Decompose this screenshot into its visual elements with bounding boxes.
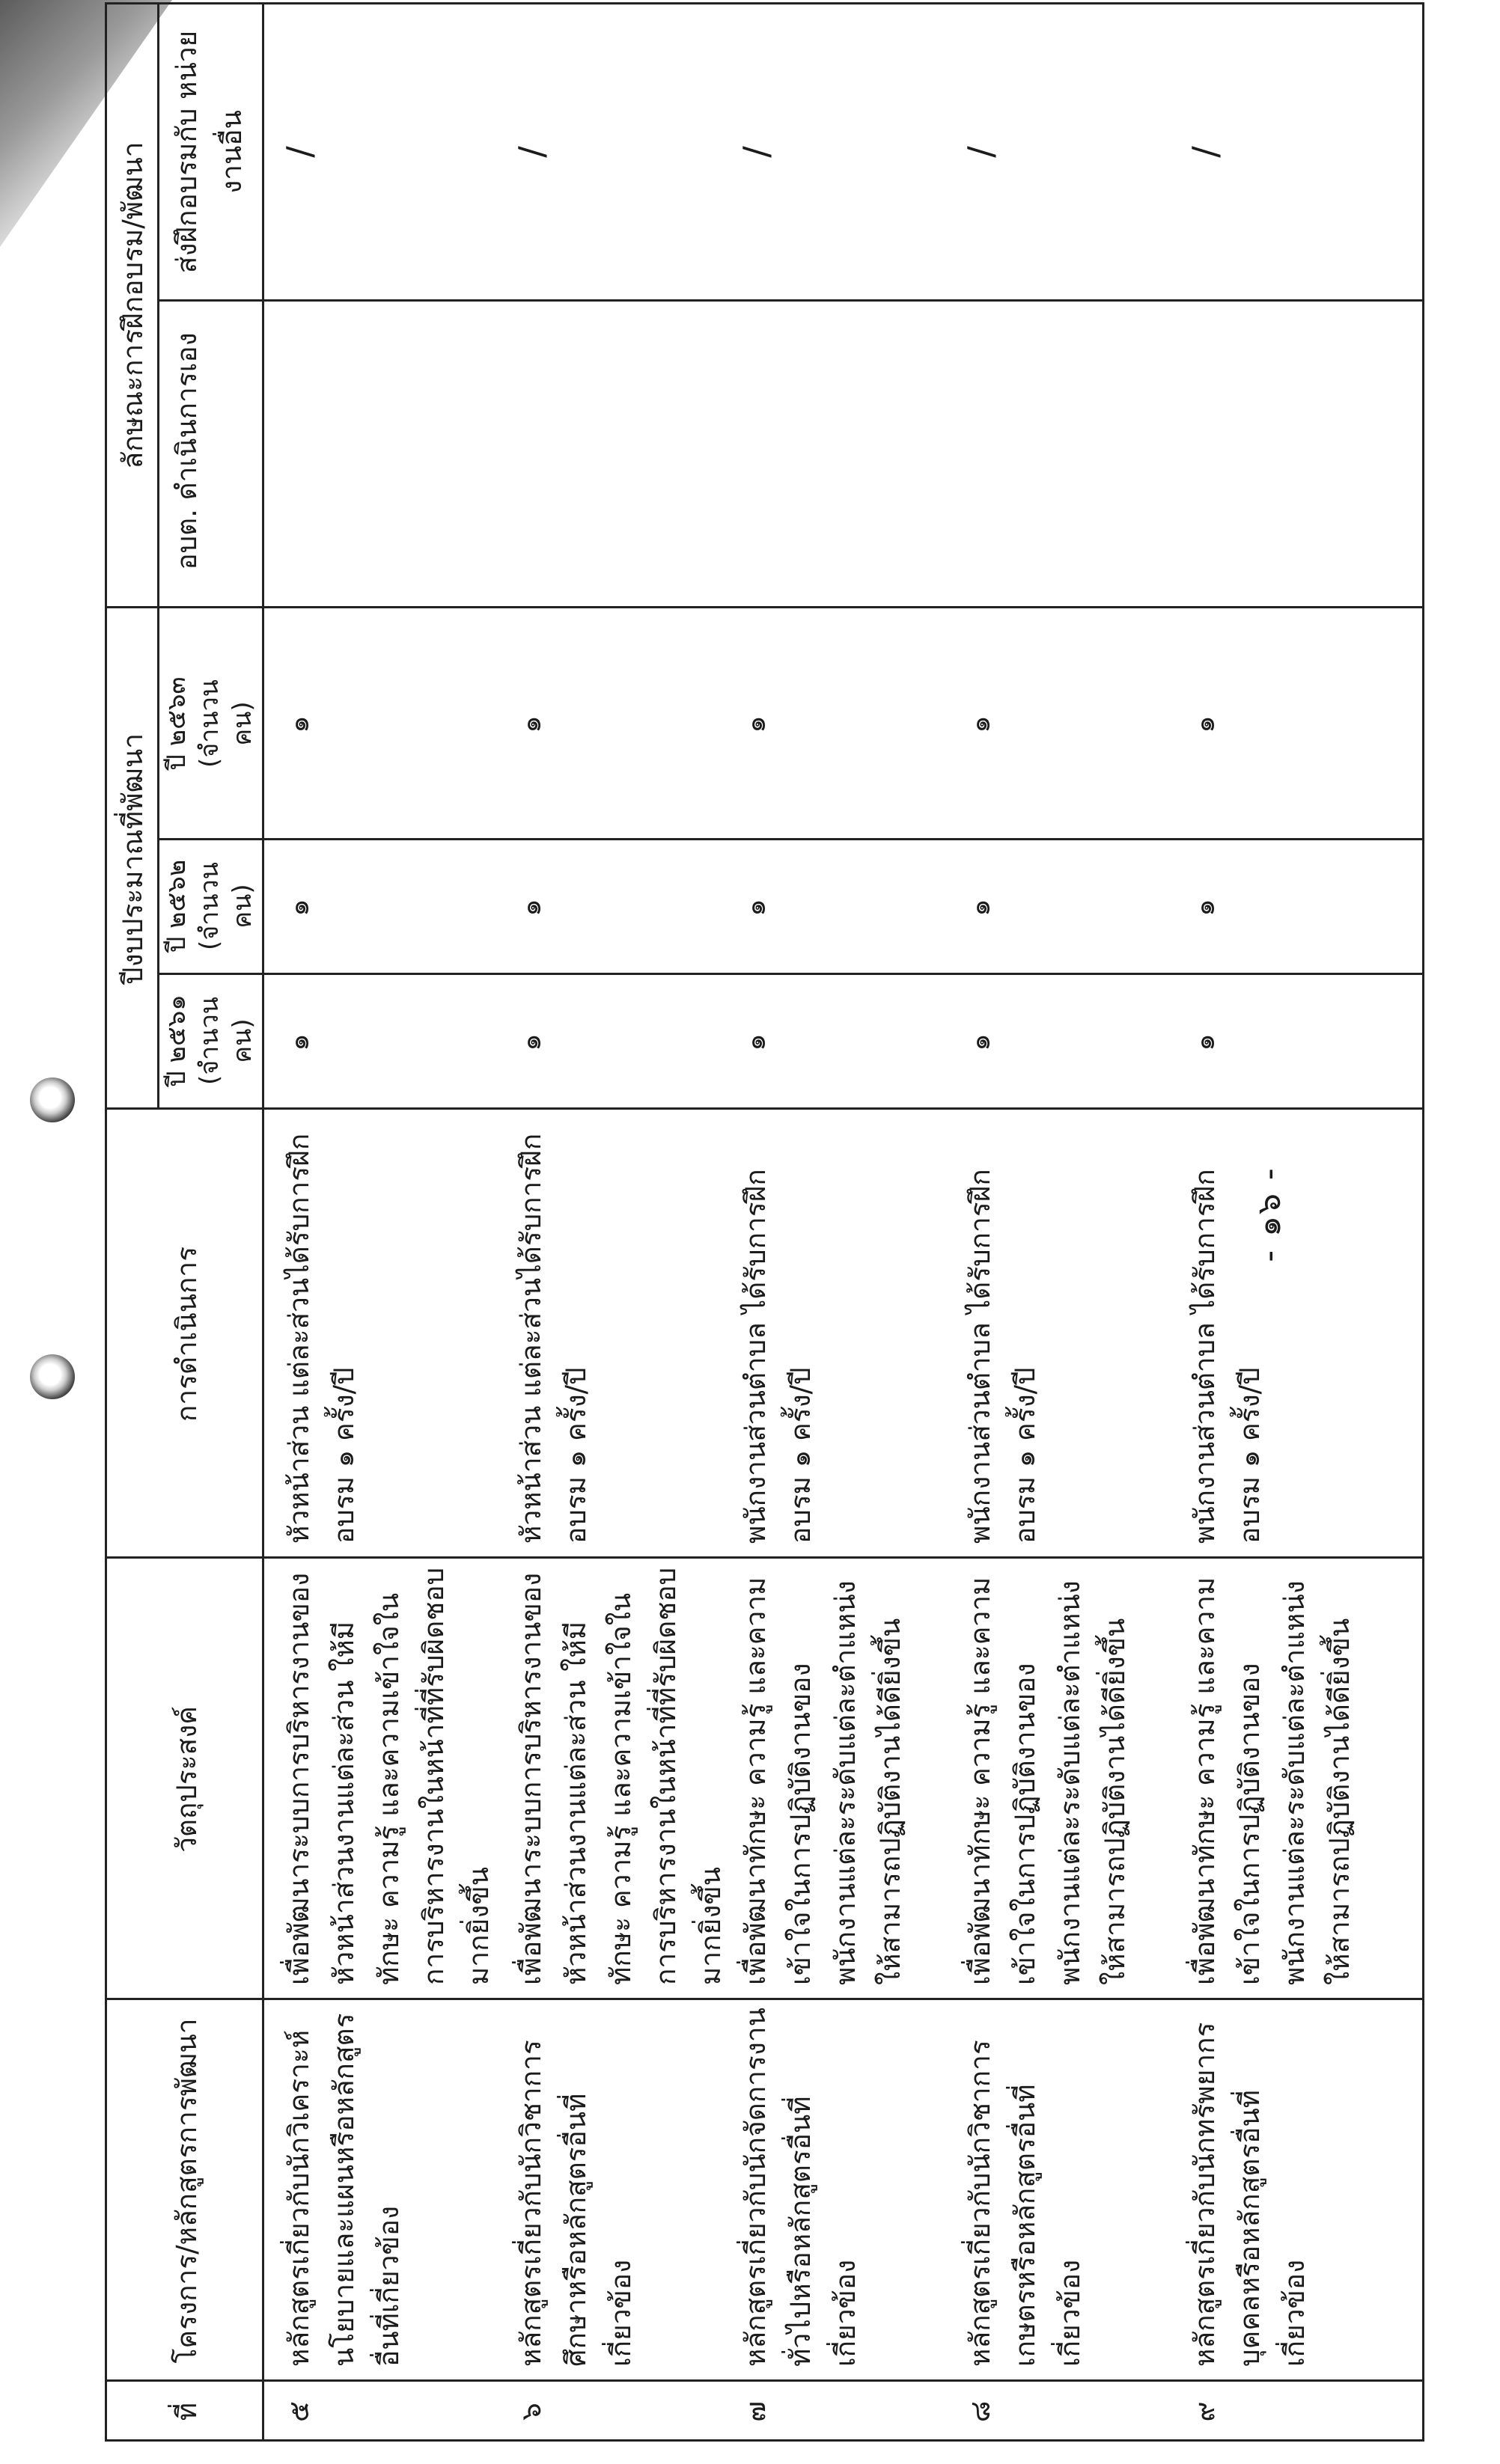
row-5-project: หลักสูตรเกี่ยวกับนักวิเคราะห์นโยบายและแผนหรือหลักสูตรอื่นที่เกี่ยวข้อง: [283, 2013, 405, 2367]
page-number: - ๑๖ -: [1250, 1167, 1288, 1262]
header-no: ที่: [171, 2402, 203, 2421]
row-5-year-2563: ๑: [283, 715, 315, 733]
row-5-year-2562: ๑: [283, 899, 315, 917]
row-7-year-2561: ๑: [740, 1033, 772, 1051]
header-project: โครงการ/หลักสูตรการพัฒนา: [171, 2018, 203, 2364]
row-9-objective: เพื่อพัฒนาทักษะ ความรู้ และความเข้าใจในการปฏิบัติงานของพนักงานแต่ละระดับแต่ละตำแหน่งให้สามารถปฏิบัติงานได้ดียิ่งขึ้น: [1189, 1577, 1356, 1985]
row-9-year-2561: ๑: [1189, 1033, 1221, 1051]
header-year-2563: ปี ๒๕๖๓ (จำนวน คน): [162, 676, 257, 771]
header-objective: วัตถุประสงค์: [171, 1706, 203, 1853]
row-6-objective: เพื่อพัฒนาระบบการบริหารงานของหัวหน้าส่วนงานแต่ละส่วน ให้มีทักษะ ความรู้ และความเข้าใจในการบริหารงานในหน้าที่ที่รับผิดชอบมากยิ่งขึ้น: [515, 1567, 727, 1985]
row-8-year-2563: ๑: [964, 715, 996, 733]
row-8-year-2561: ๑: [964, 1033, 996, 1051]
row-7-no: ๗: [740, 2401, 772, 2422]
row-5-year-2561: ๑: [283, 1033, 315, 1051]
row-5-no: ๕: [283, 2401, 315, 2423]
header-training-group: ลักษณะการฝึกอบรม/พัฒนา: [117, 141, 149, 469]
row-9-sent-out-mark: /: [1185, 146, 1225, 158]
row-5-sent-out-mark: /: [279, 146, 320, 158]
row-6-no: ๖: [515, 2403, 547, 2421]
training-plan-table: [105, 2, 1422, 2442]
row-8-objective: เพื่อพัฒนาทักษะ ความรู้ และความเข้าใจในการปฏิบัติงานของพนักงานแต่ละระดับแต่ละตำแหน่งให้สามารถปฏิบัติงานได้ดียิ่งขึ้น: [964, 1577, 1131, 1985]
row-5-objective: เพื่อพัฒนาระบบการบริหารงานของหัวหน้าส่วนงานแต่ละส่วน ให้มีทักษะ ความรู้ และความเข้าใจในการบริหารงานในหน้าที่ที่รับผิดชอบมากยิ่งขึ้น: [283, 1567, 495, 1985]
row-7-year-2562: ๑: [740, 899, 772, 917]
row-6-sent-out-mark: /: [511, 146, 552, 158]
row-7-project: หลักสูตรเกี่ยวกับนักจัดการงานทั่วไปหรือหลักสูตรอื่นที่เกี่ยวข้อง: [740, 2008, 862, 2367]
row-5-operation: หัวหน้าส่วน แต่ละส่วนได้รับการฝึกอบรม ๑ ครั้ง/ปี: [283, 1133, 360, 1544]
row-6-project: หลักสูตรเกี่ยวกับนักวิชาการศึกษาหรือหลักสูตรอื่นที่เกี่ยวข้อง: [515, 2040, 637, 2367]
row-7-operation: พนักงานส่วนตำบล ได้รับการฝึกอบรม ๑ ครั้ง/ปี: [740, 1169, 817, 1544]
header-budget-group: ปีงบประมาณที่พัฒนา: [117, 733, 149, 985]
row-7-sent-out-mark: /: [736, 146, 776, 158]
row-6-year-2563: ๑: [515, 715, 547, 733]
row-6-operation: หัวหน้าส่วน แต่ละส่วนได้รับการฝึกอบรม ๑ ครั้ง/ปี: [515, 1133, 592, 1544]
row-7-objective: เพื่อพัฒนาทักษะ ความรู้ และความเข้าใจในการปฏิบัติงานของพนักงานแต่ละระดับแต่ละตำแหน่งให้สามารถปฏิบัติงานได้ดียิ่งขึ้น: [740, 1577, 906, 1985]
row-9-project: หลักสูตรเกี่ยวกับนักทรัพยากรบุคคลหรือหลักสูตรอื่นที่เกี่ยวข้อง: [1189, 2022, 1311, 2367]
header-self-run: อบต. ดำเนินการเอง: [171, 332, 203, 570]
row-9-year-2563: ๑: [1189, 715, 1221, 733]
header-operation: การดำเนินการ: [171, 1246, 203, 1422]
row-9-no: ๙: [1189, 2401, 1221, 2422]
row-6-year-2561: ๑: [515, 1033, 547, 1051]
row-8-sent-out-mark: /: [960, 146, 1001, 158]
row-8-no: ๘: [964, 2400, 996, 2423]
row-8-project: หลักสูตรเกี่ยวกับนักวิชาการเกษตรหรือหลักสูตรอื่นที่เกี่ยวข้อง: [964, 2040, 1086, 2367]
row-9-year-2562: ๑: [1189, 899, 1221, 917]
header-year-2562: ปี ๒๕๖๒ (จำนวน คน): [162, 859, 257, 953]
row-6-year-2562: ๑: [515, 899, 547, 917]
row-8-year-2562: ๑: [964, 899, 996, 917]
row-8-operation: พนักงานส่วนตำบล ได้รับการฝึกอบรม ๑ ครั้ง/ปี: [964, 1169, 1041, 1544]
header-year-2561: ปี ๒๕๖๑ (จำนวน คน): [162, 994, 257, 1087]
header-sent-out: ส่งฝึกอบรมกับ หน่วยงานอื่น: [171, 30, 248, 274]
row-9-operation: พนักงานส่วนตำบล ได้รับการฝึกอบรม ๑ ครั้ง/ปี: [1189, 1169, 1266, 1544]
row-7-year-2563: ๑: [740, 715, 772, 733]
